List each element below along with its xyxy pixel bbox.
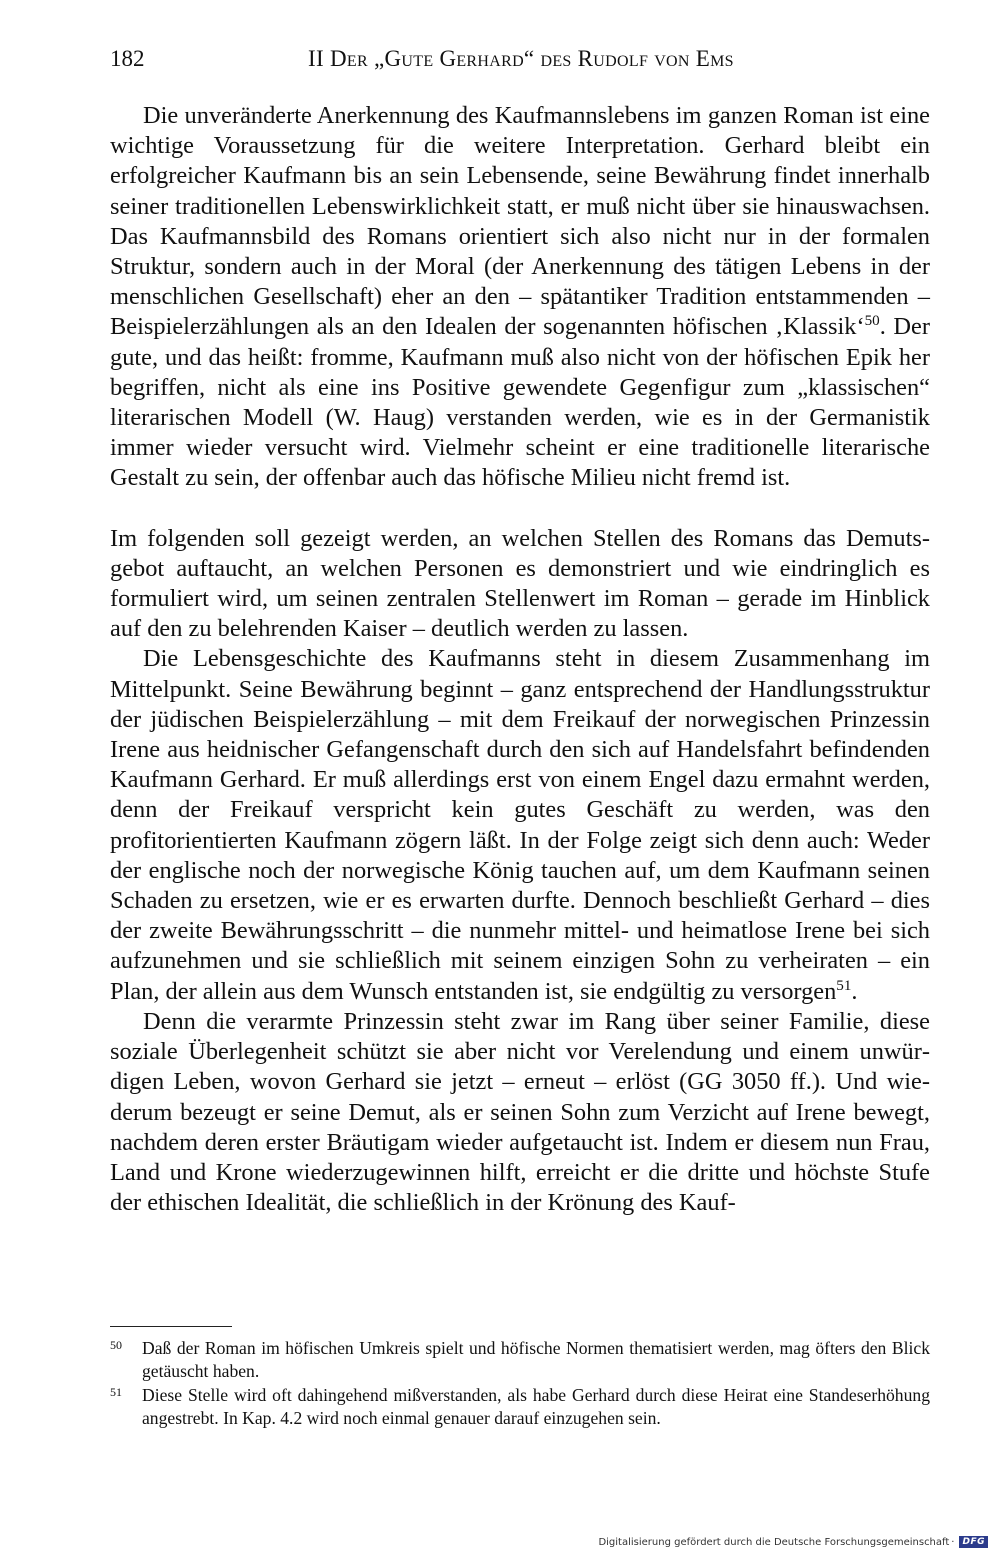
footnote-ref: 50 [864, 313, 880, 330]
paragraph [110, 1007, 930, 1218]
digitization-credit [598, 1536, 988, 1548]
text-segment: . [851, 977, 858, 1005]
credit-text: Digitalisierung gefördert durch die Deutsche Forschungsgemeinschaft [598, 1536, 950, 1548]
footnote-text: Daß der Roman im höfischen Umkreis spielt und höfische Normen thematisiert werden, mag öfters den Blick getäuscht haben. [142, 1338, 930, 1381]
footnote [110, 1337, 930, 1383]
paragraph [110, 524, 930, 645]
paragraph [110, 101, 930, 494]
footnote-text: Diese Stelle wird oft dahingehend mißverstanden, als habe Gerhard durch diese Heirat eine Standeserhöhung angestrebt. In Kap. 4.2 wird noch einmal genauer darauf einzugehen sein. [142, 1385, 930, 1428]
page-number: 182 [110, 46, 145, 71]
footnotes [110, 1337, 930, 1431]
credit-separator: · [951, 1536, 955, 1548]
text-segment: Im folgenden soll gezeigt werden, an welchen Stellen des Romans das Demutsgebot auftaucht, an welchen Personen es demonstriert und wie eindringlich es formuliert wird, um seinen zentralen Stellenwert im Roman – gerade im Hinblick auf den zu belehrenden Kaiser – deutlich werden zu lassen. [110, 524, 930, 643]
running-header [110, 46, 930, 80]
running-head: II Der „Gute Gerhard“ des Rudolf von Ems [308, 46, 734, 71]
text-segment: Die Lebensgeschichte des Kaufmanns steht in diesem Zusammenhang im Mittelpunkt. Seine Bewährung beginnt – ganz entsprechend der Handlungsstruktur der jüdischen Beispielerzählung – mit dem Freikauf der norwegischen Prinzessin Irene aus heidnischer Gefangenschaft durch den sich auf Handelsfahrt befindenden Kaufmann Gerhard. Er muß allerdings erst von einem Engel dazu ermahnt werden, denn der Freikauf verspricht kein gutes Geschäft zu werden, was den profitorientierten Kaufmann zögern läßt. In der Folge zeigt sich denn auch: Weder der englische noch der norwegische König tauchen auf, um dem Kaufmann seinen Schaden zu ersetzen, wie er es erwarten durfte. Dennoch beschließt Gerhard – dies der zweite Bewährungsschritt – die nunmehr mittel- und heimatlose Irene bei sich aufzunehmen und sie schließlich mit seinem einzigen Sohn zu verheiraten – ein Plan, der allein aus dem Wunsch entstanden ist, sie endgültig zu versorgen [110, 645, 930, 1005]
text-segment: . Der gute, und das heißt: fromme, Kaufmann muß also nicht von der höfischen Epik her begriffen, nicht als eine ins Positive gewendete Gegenfigur zum „klassischen“ literarischen Modell (W. Haug) verstanden werden, wie es in der Germanistik immer wieder versucht wird. Vielmehr scheint er eine traditionelle literarische Gestalt zu sein, der offenbar auch das höfische Milieu nicht fremd ist. [110, 313, 930, 492]
footnote-ref: 51 [836, 977, 852, 994]
footnote-number: 50 [110, 1338, 122, 1352]
text-segment: Die unveränderte Anerkennung des Kaufmannslebens im ganzen Roman ist eine wichtige Voraussetzung für die weitere Interpretation. Gerhard bleibt ein erfolgreicher Kaufmann bis an sein Lebensende, seine Bewährung findet innerhalb seiner traditionellen Lebenswirklichkeit statt, er muß nicht über sie hinauswachsen. Das Kaufmannsbild des Romans orientiert sich also nicht nur in der formalen Struktur, sondern auch in der Moral (der Anerkennung des tätigen Lebens in der menschlichen Gesellschaft) eher an den – spätantiker Tradition entstammenden – Beispielerzählungen als an den Idealen der sogenannten höfischen ‚Klassik‘ [110, 102, 930, 341]
body-text [110, 101, 930, 1218]
footnote-number: 51 [110, 1385, 122, 1399]
footnote [110, 1384, 930, 1430]
text-segment: Denn die verarmte Prinzessin steht zwar im Rang über seiner Familie, diese soziale Überlegenheit schützt sie aber nicht vor Verelendung und einem unwürdigen Leben, wovon Gerhard sie jetzt – erneut – erlöst (GG 3050 ff.). Und wiederum bezeugt er seine Demut, als er seinen Sohn zum Verzicht auf Irene bewegt, nachdem deren erster Bräutigam wieder aufgetaucht ist. Indem er diesem nun Frau, Land und Krone wiederzugewinnen hilft, erreicht er die dritte und höchste Stufe der ethischen Idealität, die schließlich in der Krönung des Kauf- [110, 1007, 930, 1217]
dfg-logo: DFG [959, 1536, 988, 1548]
footnote-rule [110, 1326, 232, 1327]
paragraph [110, 644, 930, 1006]
